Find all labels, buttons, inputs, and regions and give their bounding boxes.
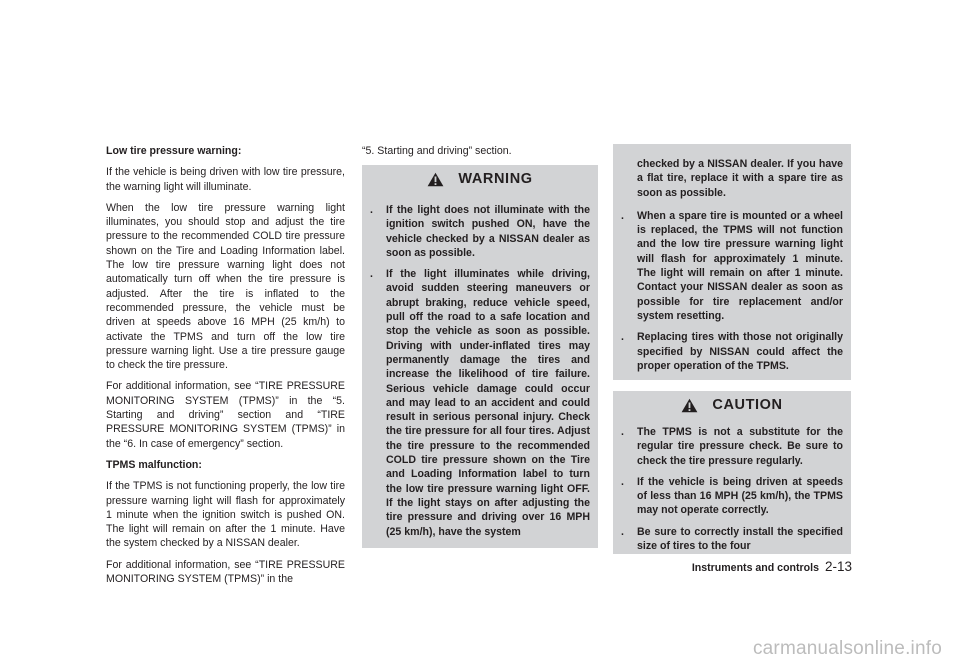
- list-item-text: If the light does not illuminate with the ignition switch pushed ON, have the vehicle checked by a NISSAN dealer as soon as possible.: [386, 204, 590, 259]
- paragraph: If the vehicle is being driven with low tire pressure, the warning light will illuminate.: [106, 166, 345, 193]
- list-item: [370, 203, 590, 260]
- bullet: .: [621, 426, 624, 438]
- warning-triangle-icon: [681, 398, 698, 413]
- caution-title: [613, 391, 851, 419]
- column-1: [106, 144, 345, 593]
- bullet: .: [370, 268, 373, 281]
- list-item-text: If the light illuminates while driving, avoid sudden steering maneuvers or abrupt braking, reduce vehicle speed, pull off the road to a safe location and stop the vehicle as soon as possible. Driving with under-inflated tires may permanently damage the tires and increase the likelihood of tire failure. Serious vehicle damage could occur and may lead to an accident and could result in serious personal injury. Check the tire pressure for all four tires. Adjust the tire pressure to the recommended COLD tire pressure shown on the Tire and Loading Information label to turn the low tire pressure warning light OFF. If the light stays on after adjusting the tire pressure and driving over 16 MPH (25 km/h), have the system: [386, 268, 590, 538]
- paragraph: “5. Starting and driving” section.: [362, 145, 512, 157]
- warning-continuation: checked by a NISSAN dealer. If you have a flat tire, replace it with a spare tire as soon as possible.: [637, 158, 843, 199]
- warning-box-continued: [613, 144, 851, 380]
- bullet: .: [621, 209, 624, 222]
- list-item-text: Replacing tires with those not originally specified by NISSAN could affect the proper operation of the TPMS.: [637, 331, 843, 372]
- caution-box: [613, 391, 851, 554]
- list-item-text: Be sure to correctly install the specified size of tires to the four: [637, 525, 843, 553]
- page-number: 2-13: [824, 559, 852, 574]
- paragraph: For additional information, see “TIRE PRESSURE MONITORING SYSTEM (TPMS)” in the “5. Starting and driving” section and “TIRE PRESSURE MONITORING SYSTEM (TPMS)” in the “6. In case of emergency” section.: [106, 380, 345, 450]
- list-item: [621, 475, 843, 518]
- low-tire-pressure-heading: Low tire pressure warning:: [106, 145, 242, 157]
- list-item-text: If the vehicle is being driven at speeds of less than 16 MPH (25 km/h), the TPMS may not operate correctly.: [637, 475, 843, 517]
- bullet: .: [621, 525, 624, 538]
- warning-box: [362, 165, 598, 548]
- list-item: [621, 425, 843, 468]
- list-item: [621, 525, 843, 554]
- paragraph: When the low tire pressure warning light illuminates, you should stop and adjust the tire pressure to the recommended COLD tire pressure shown on the Tire and Loading Information label. The low tire pressure warning light does not automatically turn off when the tire pressure is adjusted. After the tire is inflated to the recommended pressure, the vehicle must be driven at speeds above 16 MPH (25 km/h) to activate the TPMS and turn off the low tire pressure warning light. Use a tire pressure gauge to check the tire pressure.: [106, 201, 345, 372]
- bullet: .: [621, 331, 624, 344]
- tpms-malfunction-heading: TPMS malfunction:: [106, 458, 202, 471]
- warning-triangle-icon: [427, 172, 444, 187]
- paragraph: If the TPMS is not functioning properly, the low tire pressure warning light will flash for approximately 1 minute when the ignition switch is pushed ON. The light will remain on after the 1 minute. Have the system checked by a NISSAN dealer.: [106, 480, 345, 550]
- warning-title: [362, 165, 598, 193]
- warning-title-text: WARNING: [458, 171, 533, 187]
- list-item: [370, 267, 590, 539]
- list-item: [621, 330, 843, 373]
- caution-list: [613, 419, 851, 564]
- caution-title-text: CAUTION: [712, 397, 783, 413]
- list-item-text: When a spare tire is mounted or a wheel is replaced, the TPMS will not function and the low tire pressure warning light will flash for approximately 1 minute. The light will remain on after 1 minute. Contact your NISSAN dealer as soon as possible for tire replacement and/or system resetting.: [637, 209, 843, 322]
- bullet: .: [370, 204, 373, 216]
- list-item: [621, 209, 843, 323]
- bullet: .: [621, 475, 624, 488]
- watermark: carmanualsonline.info: [752, 638, 942, 659]
- paragraph: For additional information, see “TIRE PRESSURE MONITORING SYSTEM (TPMS)” in the: [106, 558, 345, 586]
- column-2: [362, 144, 598, 165]
- warning-list-continued: [613, 204, 851, 384]
- section-name: Instruments and controls: [691, 562, 819, 574]
- page-footer: [692, 559, 852, 574]
- list-item-text: The TPMS is not a substitute for the regular tire pressure check. Be sure to check the tire pressure regularly.: [637, 426, 843, 467]
- warning-list: [362, 193, 598, 550]
